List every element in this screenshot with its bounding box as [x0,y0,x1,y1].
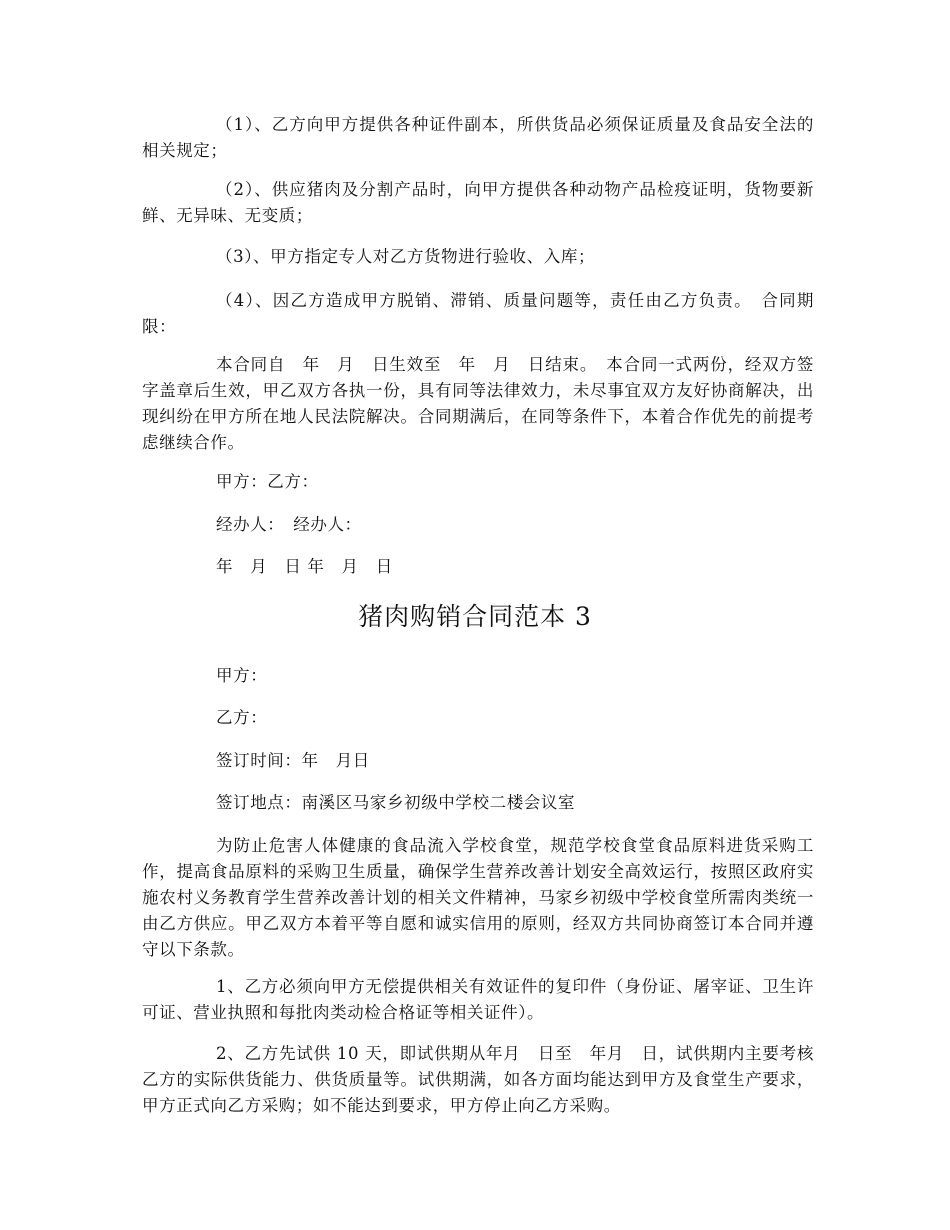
party-b-text: 乙方： [216,708,268,727]
clause-1 [142,112,814,164]
clause-3 [142,244,814,270]
handler-signature-text: 经办人： 经办人： [216,515,362,534]
article-1-text: 1、乙方必须向甲方无偿提供相关有效证件的复印件（身份证、屠宰证、卫生许可证、营业执照和每批肉类动检合格证等相关证件）。 [142,977,814,1022]
clause-4-text: （4）、因乙方造成甲方脱销、滞销、质量问题等，责任由乙方负责。 合同期限： [142,291,814,336]
clause-2-text: （2）、供应猪肉及分割产品时，向甲方提供各种动物产品检疫证明，货物要新鲜、无异味、无变质； [142,180,814,225]
preamble-text: 为防止危害人体健康的食品流入学校食堂，规范学校食堂食品原料进货采购工作，提高食品原料的采购卫生质量，确保学生营养改善计划安全高效运行，按照区政府实施农村义务教育学生营养改善计划的相关文件精神，马家乡初级中学校食堂所需肉类统一由乙方供应。甲乙双方本着平等自愿和诚实信用的原则，经双方共同协商签订本合同并遵守以下条款。 [142,836,814,959]
party-signature-line [142,469,814,495]
clause-2 [142,177,814,229]
clause-4 [142,288,814,340]
clause-1-text: （1）、乙方向甲方提供各种证件副本，所供货品必须保证质量及食品安全法的相关规定； [142,115,814,160]
article-2 [142,1041,814,1119]
signing-place-line [142,790,814,816]
date-signature-line [142,554,814,580]
article-1 [142,974,814,1026]
preamble-paragraph [142,833,814,963]
contract-term-text: 本合同自 年 月 日生效至 年 月 日结束。 本合同一式两份，经双方签字盖章后生效，甲乙双方各执一份，具有同等法律效力，未尽事宜双方友好协商解决，出现纠纷在甲方所在地人民法院解决。合同期满后，在同等条件下，本着合作优先的前提考虑继续合作。 [142,355,814,452]
date-signature-text: 年 月 日 年 月 日 [216,557,393,576]
party-b-line [142,705,814,731]
clause-3-text: （3）、甲方指定专人对乙方货物进行验收、入库； [216,247,596,266]
party-a-line [142,663,814,689]
handler-signature-line [142,512,814,538]
signing-time-text: 签订时间：年 月日 [216,751,370,770]
party-signature-text: 甲方：乙方： [216,472,319,491]
party-a-text: 甲方： [216,666,268,685]
contract-term-paragraph [142,352,814,456]
signing-time-line [142,748,814,774]
article-2-text: 2、乙方先试供 10 天，即试供期从年月 日至 年月 日，试供期内主要考核乙方的实际供货能力、供货质量等。试供期满，如各方面均能达到甲方及食堂生产要求，甲方正式向乙方采购；如不能达到要求，甲方停止向乙方采购。 [142,1044,814,1115]
signing-place-text: 签订地点：南溪区马家乡初级中学校二楼会议室 [216,793,576,812]
document-title: 猪肉购销合同范本 3 [358,602,592,631]
